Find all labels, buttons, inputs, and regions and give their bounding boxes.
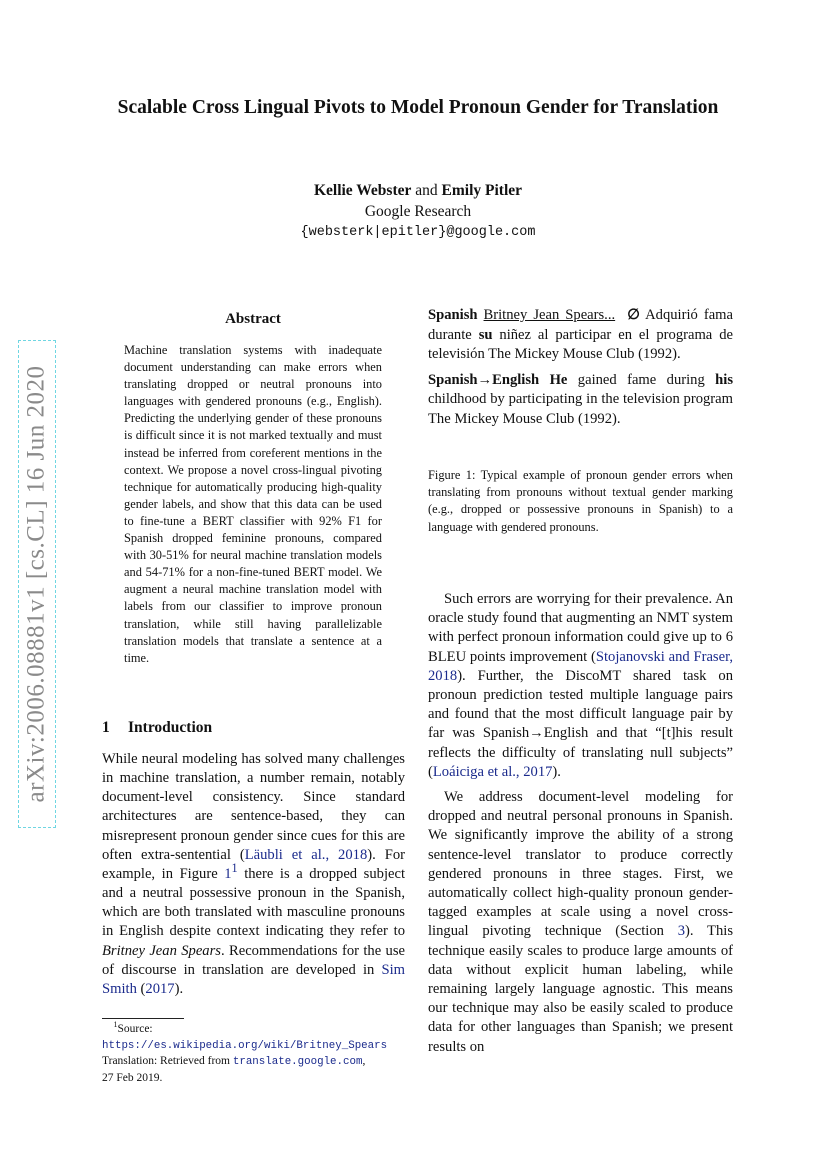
footnote bbox=[102, 1022, 422, 1086]
text-run: ). Further, the DiscoMT shared task on pronoun prediction tested multiple language pairs and found that the most difficult language pair by far was Spanish→English and that “[t]his result reflects the difficulty of translating null subjects” ( bbox=[428, 667, 733, 780]
section-heading-introduction bbox=[102, 719, 212, 737]
affiliation: Google Research bbox=[364, 203, 472, 220]
footnote-line-1 bbox=[102, 1022, 422, 1054]
text-run: Adquirió fama durante bbox=[428, 307, 734, 343]
citation-link[interactable]: Läubli et al., 2018 bbox=[244, 846, 368, 863]
footnote-line-3: 27 Feb 2019. bbox=[102, 1071, 163, 1084]
spanish-label: Spanish bbox=[428, 307, 478, 323]
text-run: ). bbox=[174, 980, 184, 997]
footnote-text: Translation: Retrieved from bbox=[102, 1055, 233, 1067]
text-run: niñez al participar en el programa de televisión The Mickey Mouse Club (1992). bbox=[428, 326, 733, 362]
text-run: Such errors are worrying for their prevalence. An oracle study found that augmenting an NMT system with perfect pronoun information could give up to 6 BLEU points improvement ( bbox=[428, 591, 733, 665]
body-paragraph bbox=[428, 590, 733, 782]
possessive-pronoun: his bbox=[715, 371, 734, 388]
underlined-entity: Britney Jean Spears... bbox=[483, 307, 616, 323]
section-number: 1 bbox=[102, 719, 110, 736]
spanish-example bbox=[428, 306, 733, 365]
footnote-url-link[interactable]: https://es.wikipedia.org/wiki/Britney_Spears bbox=[102, 1039, 388, 1052]
null-subject-symbol: ∅ bbox=[627, 307, 640, 323]
figure-ref-link[interactable]: 1 bbox=[224, 865, 232, 882]
intro-paragraph: While neural modeling has solved many challenges in machine translation, a number remain, notably document-level consistency. Since standard architectures are sentence-based, they can misrepresent pronoun gender since cues for this are often extra-sentential (Läubli et al., 2018). For example, in Figure $1^1$ there is a dropped subject and a neutral possessive pronoun in the Spanish, which are both translated with masculine pronouns in English despite context indicating they refer to Britney Jean Spears. Recommendations for the use of discourse in translation are developed in Sim Smith (2017). bbox=[102, 751, 406, 997]
footnote-rule bbox=[102, 1018, 184, 1019]
section-ref-link[interactable]: 3 bbox=[677, 923, 686, 940]
author-email: {websterk|epitler}@google.com bbox=[300, 225, 536, 240]
text-run: ). For example, in Figure bbox=[102, 846, 405, 882]
citation-link[interactable]: Sim Smith bbox=[102, 961, 405, 997]
footnote-label: Source: bbox=[117, 1023, 153, 1035]
citation-year-link[interactable]: 2017 bbox=[145, 980, 175, 997]
text-run: ). This technique easily scales to produce large amounts of data without explicit human labeling, while remaining largely language agnostic. This means our technique may also be easily scaled to produce data for other languages than Spanish; we present results on bbox=[428, 923, 733, 1055]
text-run: there is a dropped subject and a neutral possessive pronoun in the Spanish, which are both translated with masculine pronouns in English despite context indicating they refer to bbox=[102, 865, 406, 940]
author-line bbox=[100, 181, 736, 201]
author-2: Emily Pitler bbox=[441, 182, 523, 199]
author-1: Kellie Webster bbox=[313, 182, 412, 199]
arxiv-stamp-text: arXiv:2006.08881v1 [cs.CL] 16 Jun 2020 bbox=[23, 365, 50, 803]
figure-1-example bbox=[428, 306, 733, 429]
footnote-number: 1 bbox=[113, 1020, 118, 1030]
author-conjunction: and bbox=[415, 182, 438, 199]
text-run: . Recommendations for the use of discourse in translation are developed in bbox=[102, 942, 405, 978]
possessive-pronoun: su bbox=[478, 326, 493, 343]
english-example bbox=[428, 371, 733, 430]
text-run: ). bbox=[552, 763, 561, 780]
section-title: Introduction bbox=[128, 719, 213, 736]
citation-link[interactable]: Stojanovski and Fraser, 2018 bbox=[428, 648, 734, 684]
translation-label: Spanish→English bbox=[428, 371, 540, 388]
right-column-text bbox=[428, 590, 733, 1057]
text-run: gained fame during bbox=[567, 371, 716, 388]
citation-link[interactable]: Loáiciga et al., 2017 bbox=[432, 763, 553, 780]
footnote-line-2: Translation: Retrieved from translate.google.com, bbox=[102, 1055, 366, 1068]
subject-pronoun: He bbox=[549, 371, 568, 388]
abstract-body: Machine translation systems with inadequate document understanding can make errors when translating dropped or neutral pronouns into languages with gendered pronouns (e.g., English). Predicting the underlying gender of these pronouns is difficult since it is not marked textually and must instead be inferred from coreferent mentions in the context. We propose a novel cross-lingual pivoting technique for automatically producing high-quality gender labels, and show that this data can be used to fine-tune a BERT classifier with 92% F1 for Spanish dropped feminine pronouns, compared with 30-51% for neural machine translation models and 54-71% for a non-fine-tuned BERT model. We augment a neural machine translation model with labels from our classifier to improve pronoun translation, while still having parallelizable translation models that translate a sentence at a time. bbox=[124, 343, 382, 665]
arxiv-side-stamp bbox=[18, 340, 56, 828]
text-run: childhood by participating in the television program The Mickey Mouse Club (1992). bbox=[428, 391, 733, 427]
intro-column bbox=[102, 750, 405, 999]
translate-url-link[interactable]: translate.google.com bbox=[232, 1056, 363, 1068]
figure-1-caption: Figure 1: Typical example of pronoun gender errors when translating from pronouns without textual gender marking (e.g., dropped or possessive pronouns in Spanish) to a language with gendered pronouns. bbox=[428, 468, 733, 534]
text-run: While neural modeling has solved many challenges in machine translation, a number remain, notably document-level consistency. Since standard architectures are sentence-based, they can misrepresent pronoun gender since cues for this are often extra-sentential ( bbox=[102, 751, 405, 863]
footnote-marker[interactable]: 1 bbox=[231, 861, 238, 876]
abstract-heading: Abstract bbox=[225, 311, 281, 327]
email-line bbox=[100, 221, 736, 243]
text-run: We address document-level modeling for dropped and neutral personal pronouns in Spanish. We significantly improve the ability of a strong sentence-level translator to produce correctly gendered pronouns in three stages. First, we automatically collect high-quality pronoun gender-tagged examples at scale using a novel cross-lingual pivoting technique (Section bbox=[428, 789, 733, 940]
italic-name: Britney Jean Spears bbox=[102, 942, 221, 959]
body-paragraph bbox=[428, 788, 733, 1057]
paper-title: Scalable Cross Lingual Pivots to Model Pronoun Gender for Translation bbox=[117, 97, 719, 118]
